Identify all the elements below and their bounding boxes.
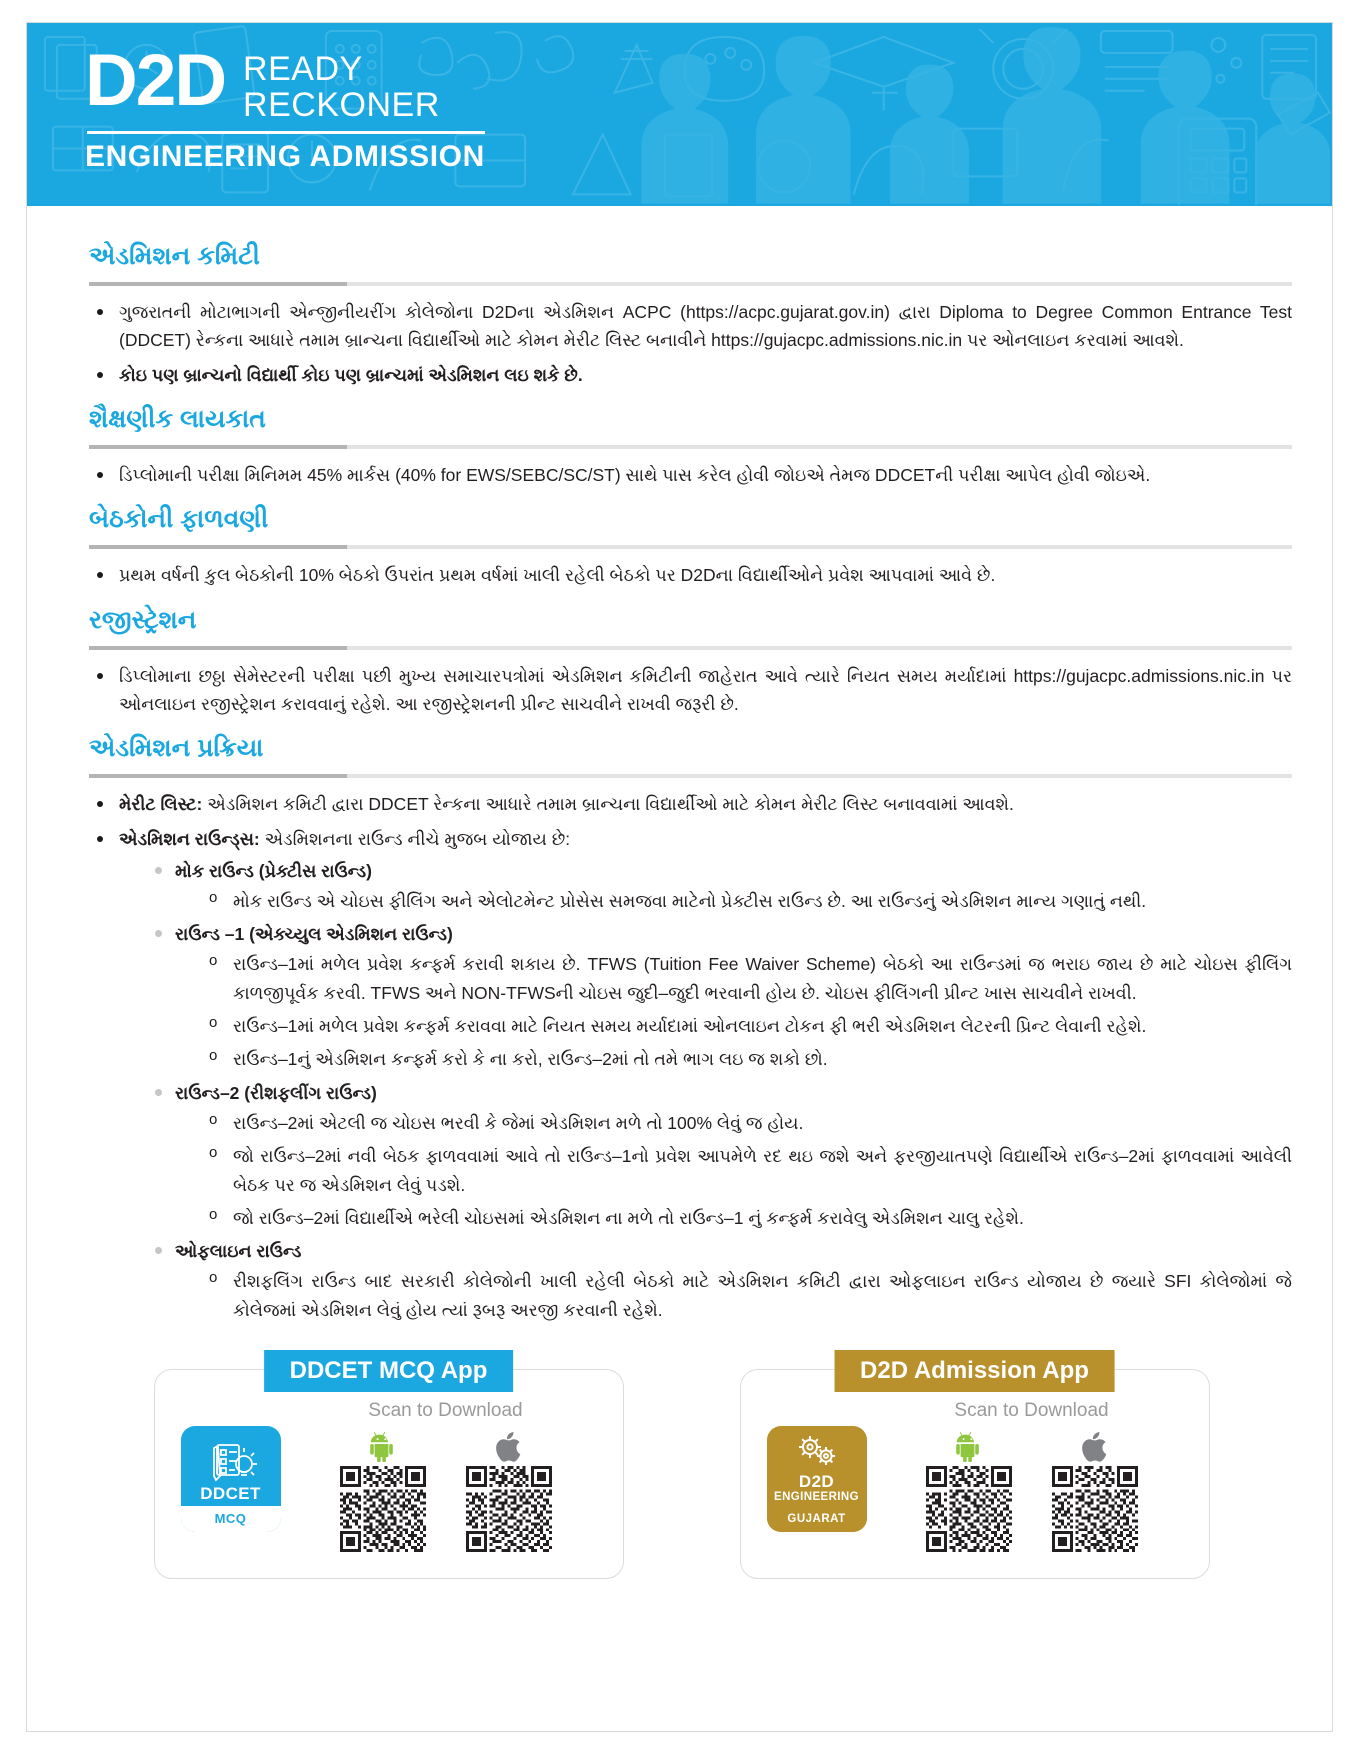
section-list-eligibility — [71, 461, 1292, 489]
round-title: મોક રાઉન્ડ (પ્રેક્ટીસ રાઉન્ડ) — [175, 861, 372, 882]
app-icon-subtitle: GUJARAT — [787, 1512, 846, 1525]
app-ribbon-title: DDCET MCQ App — [264, 1350, 514, 1392]
rounds-label: એડમિશન રાઉન્ડ્સ: — [119, 828, 260, 849]
header-banner — [27, 23, 1332, 206]
app-card-ddcet-mcq[interactable] — [154, 1350, 624, 1579]
qr-row — [926, 1430, 1138, 1552]
section-list-seat-allotment — [71, 561, 1292, 589]
section-heading-seat-allotment: બેઠકોની ફાળવણી — [89, 505, 269, 534]
qr-code-apple — [466, 1466, 552, 1552]
app-icon-art — [181, 1426, 281, 1506]
rounds-text: એડમિશનના રાઉન્ડ નીચે મુજબ યોજાય છે: — [264, 828, 571, 849]
list-item: પ્રથમ વર્ષની કુલ બેઠકોની 10% બેઠકો ઉપરાંત પ્રથમ વર્ષમાં ખાલી રહેલી બેઠકો પર D2Dના વિદ્યાર્થીઓને પ્રવેશ આપવામાં આવે છે. — [89, 561, 1292, 589]
apple-icon — [1082, 1430, 1108, 1462]
round-points — [175, 887, 1292, 915]
qr-cell-android[interactable] — [926, 1430, 1012, 1552]
logo-ready-line1: READY — [243, 50, 363, 88]
list-item: ડિપ્લોમાની પરીક્ષા મિનિમમ 45% માર્કસ (40% for EWS/SEBC/SC/ST) સાથે પાસ કરેલ હોવી જોઇએ તેમજ DDCETની પરીક્ષા આપેલ હોવી જોઇએ. — [89, 461, 1292, 489]
app-icon-ddcet — [181, 1426, 281, 1532]
round-point: o જો રાઉન્ડ–2માં વિદ્યાર્થીએ ભરેલી ચોઇસમાં એડમિશન ના મળે તો રાઉન્ડ–1 નું કન્ફર્મ કરાવેલુ એડમિશન ચાલુ રહેશે. — [205, 1204, 1292, 1232]
section-list-admission-committee — [71, 298, 1292, 389]
app-qr-area — [295, 1400, 597, 1552]
app-card-body — [740, 1369, 1210, 1579]
app-card-d2d-admission[interactable] — [740, 1350, 1210, 1579]
round-point: o રાઉન્ડ–1માં મળેલ પ્રવેશ કન્ફર્મ કરાવવા માટે નિયત સમય મર્યાદામાં ઓનલાઇન ટોકન ફી ભરી એડમિશન લેટરની પ્રિન્ટ લેવાની રહેશે. — [205, 1012, 1292, 1040]
rounds-list — [119, 857, 1292, 1324]
section-rule — [89, 545, 1292, 549]
round-title: રાઉન્ડ –1 (એક્ચ્યુલ એડમિશન રાઉન્ડ) — [175, 924, 453, 945]
merit-list-text: એડમિશન કમિટી દ્વારા DDCET રેન્કના આધારે તમામ બ્રાન્ચના વિદ્યાર્થીઓ માટે કોમન મેરીટ લિસ્ટ બનાવવામાં આવશે. — [207, 794, 1014, 815]
section-heading-eligibility: શૈક્ષણીક લાયકાત — [89, 405, 266, 434]
section-rule — [89, 282, 1292, 286]
logo-row — [85, 40, 1332, 125]
section-rule — [89, 774, 1292, 778]
round-item-round1 — [149, 920, 1292, 1073]
qr-code-apple — [1052, 1466, 1138, 1552]
round-point: o જો રાઉન્ડ–2માં નવી બેઠક ફાળવવામાં આવે તો રાઉન્ડ–1નો પ્રવેશ આપમેળે રદ થઇ જશે અને ફરજીયાતપણે વિદ્યાર્થીએ રાઉન્ડ–2માં ફાળવવામાં આવેલી બેઠક પર જ એડમિશન લેવું પડશે. — [205, 1142, 1292, 1199]
section-rule — [89, 646, 1292, 650]
app-download-section — [71, 1350, 1292, 1589]
list-item: ગુજરાતની મોટાભાગની એન્જીનીયરીંગ કોલેજોના D2Dના એડમિશન ACPC (https://acpc.gujarat.gov.in) દ્વારા Diploma to Degree Common Entrance Test (DDCET) રેન્કના આધારે તમામ બ્રાન્ચના વિદ્યાર્થીઓ માટે કોમન મેરીટ લિસ્ટ બનાવીને https://gujacpc.admissions.nic.in પર ઓનલાઇન કરવામાં આવશે. — [89, 298, 1292, 355]
round-item-round2 — [149, 1079, 1292, 1232]
app-icon-footer — [767, 1506, 867, 1532]
document-sheet — [26, 22, 1333, 1732]
round-points — [175, 950, 1292, 1073]
app-icon-title: DDCET — [200, 1484, 261, 1504]
merit-list-label: મેરીટ લિસ્ટ: — [119, 794, 203, 815]
qr-cell-apple[interactable] — [1052, 1430, 1138, 1552]
round-title: ઓફલાઇન રાઉન્ડ — [175, 1241, 302, 1262]
app-qr-area — [881, 1400, 1183, 1552]
scan-to-download-label: Scan to Download — [954, 1399, 1109, 1421]
apple-icon — [496, 1430, 522, 1462]
list-item-merit-list — [89, 790, 1292, 818]
round-points — [175, 1109, 1292, 1232]
round-point: o રાઉન્ડ–1માં મળેલ પ્રવેશ કન્ફર્મ કરાવી શકાય છે. TFWS (Tuition Fee Waiver Scheme) બેઠકો આ રાઉન્ડમાં જ ભરાઇ જાય છે માટે ચોઇસ ફીલિંગ કાળજીપૂર્વક કરવી. TFWS અને NON-TFWSની ચોઇસ જુદી–જુદી ભરવાની હોય છે. ચોઇસ ફીલિંગની પ્રીન્ટ ખાસ સાચવીને રાખવી. — [205, 950, 1292, 1007]
round-points — [175, 1267, 1292, 1324]
round-title: રાઉન્ડ–2 (રીશફલીંગ રાઉન્ડ) — [175, 1082, 377, 1103]
android-icon — [369, 1430, 397, 1462]
app-card-body — [154, 1369, 624, 1579]
qr-code-android — [926, 1466, 1012, 1552]
qr-cell-android[interactable] — [340, 1430, 426, 1552]
logo-ready-reckoner — [243, 51, 440, 124]
banner-subtitle: ENGINEERING ADMISSION — [85, 139, 485, 173]
banner-content — [27, 23, 1332, 174]
scan-to-download-label: Scan to Download — [368, 1399, 523, 1421]
gears-icon — [793, 1429, 841, 1473]
section-heading-admission-committee: એડમિશન કમિટી — [89, 242, 260, 270]
section-heading-admission-process: એડમિશન પ્રક્રિયા — [89, 734, 264, 763]
round-point: o રાઉન્ડ–2માં એટલી જ ચોઇસ ભરવી કે જેમાં એડમિશન મળે તો 100% લેવું જ હોય. — [205, 1109, 1292, 1137]
document-content — [27, 206, 1332, 1589]
logo-ready-line2: RECKONER — [243, 86, 440, 125]
android-icon — [955, 1430, 983, 1462]
round-point: o રીશફલિંગ રાઉન્ડ બાદ સરકારી કોલેજોની ખાલી રહેલી બેઠકો માટે એડમિશન કમિટી દ્વારા ઓફલાઇન રાઉન્ડ યોજાય છે જયારે SFI કોલેજોમાં જે કોલેજમાં એડમિશન લેવું હોય ત્યાં રૂબરૂ અરજી કરવાની રહેશે. — [205, 1267, 1292, 1324]
app-icon-subtitle: MCQ — [214, 1511, 247, 1527]
qr-row — [340, 1430, 552, 1552]
round-item-offline — [149, 1237, 1292, 1324]
app-icon-footer — [181, 1506, 281, 1532]
round-point: o મોક રાઉન્ડ એ ચોઇસ ફીલિંગ અને એલોટમેન્ટ પ્રોસેસ સમજવા માટેનો પ્રેક્ટીસ રાઉન્ડ છે. આ રાઉન્ડનું એડમિશન માન્ય ગણાતું નથી. — [205, 887, 1292, 915]
section-list-admission-process — [71, 790, 1292, 1323]
app-icon-title: D2D — [798, 1471, 835, 1491]
section-heading-registration: રજીસ્ટ્રેશન — [89, 605, 197, 634]
section-list-registration — [71, 662, 1292, 719]
round-item-mock — [149, 857, 1292, 915]
logo-d2d: D2D — [85, 40, 226, 121]
section-rule — [89, 445, 1292, 449]
app-ribbon-title: D2D Admission App — [834, 1350, 1115, 1392]
round-point: o રાઉન્ડ–1નું એડમિશન કન્ફર્મ કરો કે ના કરો, રાઉન્ડ–2માં તો તમે ભાગ લઇ જ શકો છો. — [205, 1045, 1292, 1073]
app-icon-art — [767, 1426, 867, 1506]
list-item: કોઇ પણ બ્રાન્ચનો વિદ્યાર્થી કોઇ પણ બ્રાન્ચમાં એડમિશન લઇ શકે છે. — [89, 361, 1292, 389]
list-item-rounds — [89, 825, 1292, 1324]
app-icon-d2d — [767, 1426, 867, 1532]
app-icon-title-secondary: ENGINEERING — [774, 1490, 859, 1503]
list-item: ડિપ્લોમાના છઠ્ઠા સેમેસ્ટરની પરીક્ષા પછી મુખ્ય સમાચારપત્રોમાં એડમિશન કમિટીની જાહેરાત આવે ત્યારે નિયત સમય મર્યાદામાં https://gujacpc.admissions.nic.in પર ઓનલાઇન રજીસ્ટ્રેશન કરાવવાનું રહેશે. આ રજીસ્ટ્રેશનની પ્રીન્ટ સાચવીને રાખવી જરૂરી છે. — [89, 662, 1292, 719]
qr-cell-apple[interactable] — [466, 1430, 552, 1552]
qr-code-android — [340, 1466, 426, 1552]
logo-divider — [87, 131, 485, 134]
checklist-bulb-icon — [205, 1441, 257, 1485]
